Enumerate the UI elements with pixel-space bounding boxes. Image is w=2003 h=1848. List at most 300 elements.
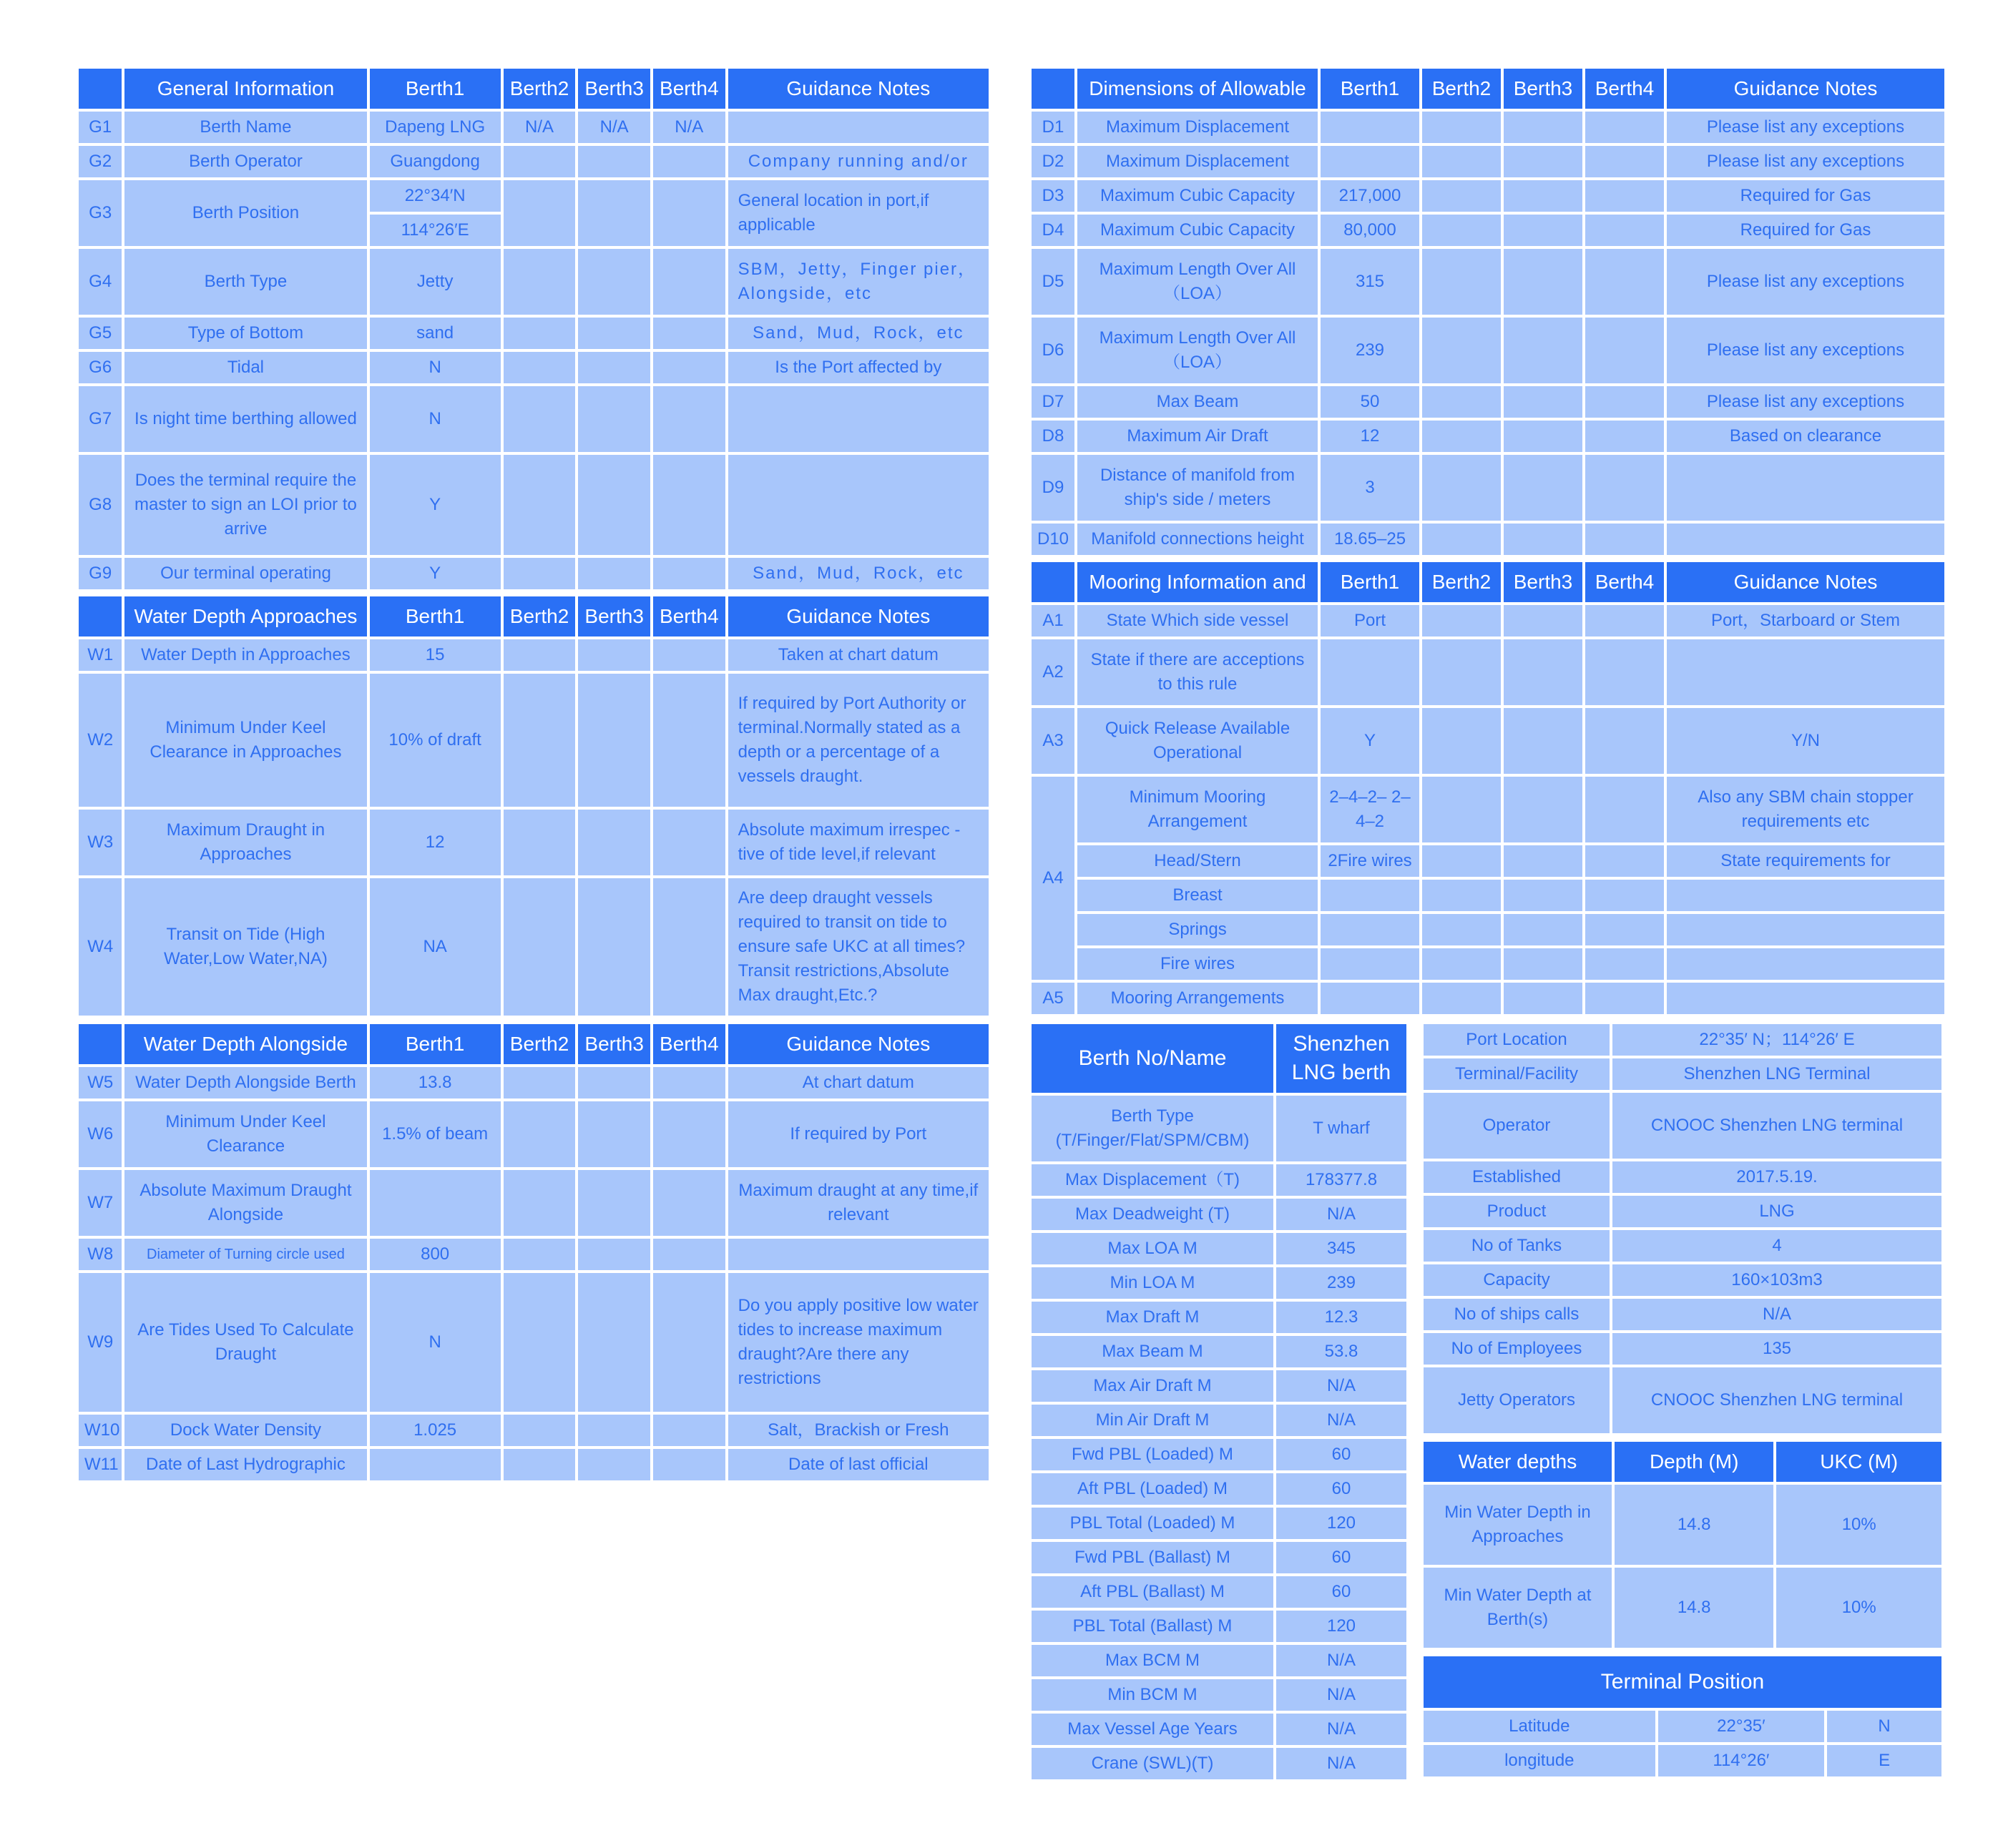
header-cell: Water Depth Alongside — [124, 1024, 366, 1064]
berth4-value — [653, 674, 725, 807]
row-value: 60 — [1276, 1576, 1406, 1608]
row-label: Max Air Draft M — [1032, 1370, 1273, 1402]
guidance-note: Maximum draught at any time,if relevant — [728, 1170, 989, 1236]
guidance-note: Company running and/or — [728, 146, 989, 177]
berth2-value — [504, 558, 576, 589]
row-label: PBL Total (Ballast) M — [1032, 1611, 1273, 1642]
berth4-value — [1585, 524, 1664, 555]
table-row — [1032, 1748, 1406, 1779]
table-row — [79, 674, 989, 807]
table-row — [1032, 1164, 1406, 1196]
row-label: Max Beam M — [1032, 1336, 1273, 1367]
berth1-value: 315 — [1321, 249, 1419, 315]
berth2-value — [1422, 249, 1501, 315]
berth-name-header: Berth No/Name — [1032, 1024, 1273, 1093]
guidance-note: Please list any exceptions — [1667, 146, 1944, 177]
row-id: D6 — [1032, 318, 1074, 383]
table-row — [1032, 1096, 1406, 1161]
row-label: Our terminal operating — [124, 558, 366, 589]
header-cell: Guidance Notes — [728, 69, 989, 109]
table-row — [1032, 845, 1944, 877]
guidance-note — [728, 112, 989, 143]
berth4-value — [653, 146, 725, 177]
row-id: W2 — [79, 674, 122, 807]
table-row — [1032, 605, 1944, 637]
table-row — [1424, 1711, 1941, 1742]
berth1-value: N — [370, 1273, 501, 1412]
table-row — [1424, 1299, 1941, 1330]
berth4-value — [653, 639, 725, 671]
berth3-value — [1504, 605, 1582, 637]
berth4-value: N/A — [653, 112, 725, 143]
table-row — [79, 810, 989, 875]
table-row — [79, 1415, 989, 1446]
row-label: Port Location — [1424, 1024, 1610, 1056]
row-value: 53.8 — [1276, 1336, 1406, 1367]
ukc-value: 10% — [1776, 1485, 1941, 1565]
table-row — [1032, 524, 1944, 555]
direction-value: N — [1827, 1711, 1941, 1742]
guidance-note: Sand，Mud，Rock，etc — [728, 318, 989, 349]
header-cell: Depth (M) — [1615, 1442, 1773, 1482]
row-label: Product — [1424, 1196, 1610, 1227]
row-value: 120 — [1276, 1508, 1406, 1539]
row-label: Distance of manifold from ship's side / meters — [1077, 455, 1318, 521]
row-label: Quick Release Available Operational — [1077, 708, 1318, 774]
berth4-value — [653, 386, 725, 452]
table-row — [1032, 1508, 1406, 1539]
header-cell: Berth4 — [653, 1024, 725, 1064]
berth1-value — [1321, 914, 1419, 945]
berth4-value — [1585, 180, 1664, 212]
berth4-value — [653, 1067, 725, 1099]
row-label: Head/Stern — [1077, 845, 1318, 877]
berth2-value — [1422, 180, 1501, 212]
row-label: Fwd PBL (Ballast) M — [1032, 1542, 1273, 1573]
berth3-value — [1504, 318, 1582, 383]
berth2-value — [1422, 983, 1501, 1014]
berth2-value — [504, 639, 576, 671]
header-cell: Berth4 — [653, 69, 725, 109]
header-cell: Water Depth Approaches — [124, 596, 366, 637]
table-row — [79, 1239, 989, 1270]
row-id: G5 — [79, 318, 122, 349]
berth4-value — [1585, 708, 1664, 774]
table-row — [1424, 1093, 1941, 1159]
berth3-value — [1504, 112, 1582, 143]
berth4-value — [1585, 605, 1664, 637]
guidance-note: Do you apply positive low water tides to increase maximum draught?Are there any restrictions — [728, 1273, 989, 1412]
berth2-value — [1422, 112, 1501, 143]
berth2-value: N/A — [504, 112, 576, 143]
guidance-note: Are deep draught vessels required to transit on tide to ensure safe UKC at all times? Transit restrictions,Absolute Max draught,Etc.? — [728, 878, 989, 1016]
table-row — [1032, 1714, 1406, 1745]
row-id: W4 — [79, 878, 122, 1016]
berth2-value — [504, 180, 576, 246]
guidance-note: Absolute maximum irrespec -tive of tide level,if relevant — [728, 810, 989, 875]
berth4-value — [653, 455, 725, 555]
direction-value: E — [1827, 1745, 1941, 1776]
row-id: D4 — [1032, 215, 1074, 246]
row-id: G3 — [79, 180, 122, 246]
berth4-value — [1585, 845, 1664, 877]
guidance-note — [1667, 948, 1944, 980]
berth3-value — [1504, 215, 1582, 246]
table-row — [79, 455, 989, 555]
water-depth-approaches-table — [76, 594, 991, 1018]
row-label: Diameter of Turning circle used — [124, 1239, 366, 1270]
row-id: G1 — [79, 112, 122, 143]
header-cell: Berth1 — [370, 69, 501, 109]
row-id: G2 — [79, 146, 122, 177]
berth2-value — [1422, 421, 1501, 452]
row-label: Min Water Depth at Berth(s) — [1424, 1568, 1612, 1648]
table-row — [1424, 1196, 1941, 1227]
berth4-value — [653, 558, 725, 589]
berth1-value: 2–4–2– 2–4–2 — [1321, 777, 1419, 842]
guidance-note: Please list any exceptions — [1667, 249, 1944, 315]
guidance-note — [1667, 524, 1944, 555]
table-row — [79, 352, 989, 383]
berth1-value: 12 — [1321, 421, 1419, 452]
row-value: 345 — [1276, 1233, 1406, 1264]
berth4-value — [1585, 983, 1664, 1014]
berth2-value — [504, 1239, 576, 1270]
berth1-value — [1321, 112, 1419, 143]
row-label: PBL Total (Loaded) M — [1032, 1508, 1273, 1539]
row-value: CNOOC Shenzhen LNG terminal — [1612, 1093, 1941, 1159]
table-row — [1032, 1439, 1406, 1470]
row-label: Aft PBL (Loaded) M — [1032, 1473, 1273, 1505]
guidance-note: Required for Gas — [1667, 180, 1944, 212]
row-label: Max Deadweight (T) — [1032, 1199, 1273, 1230]
berth2-value — [1422, 215, 1501, 246]
berth1-value: 10% of draft — [370, 674, 501, 807]
header-cell: Guidance Notes — [728, 1024, 989, 1064]
row-label: Maximum Cubic Capacity — [1077, 215, 1318, 246]
guidance-note: Please list any exceptions — [1667, 386, 1944, 418]
header-cell: Berth4 — [1585, 562, 1664, 602]
row-id: G4 — [79, 249, 122, 315]
guidance-note: Required for Gas — [1667, 215, 1944, 246]
table-header-row — [1424, 1442, 1941, 1482]
row-id: W11 — [79, 1449, 122, 1480]
row-label: Minimum Under Keel Clearance in Approaches — [124, 674, 366, 807]
berth1-value: 800 — [370, 1239, 501, 1270]
row-label: Berth Position — [124, 180, 366, 246]
header-cell: Water depths — [1424, 1442, 1612, 1482]
guidance-note — [1667, 880, 1944, 911]
table-row — [1032, 249, 1944, 315]
guidance-note: If required by Port Authority or terminal.Normally stated as a depth or a percentage of a vessels draught. — [728, 674, 989, 807]
header-cell: Berth2 — [1422, 562, 1501, 602]
row-value: T wharf — [1276, 1096, 1406, 1161]
berth1-value: 239 — [1321, 318, 1419, 383]
berth4-value — [1585, 146, 1664, 177]
table-row — [1032, 948, 1944, 980]
row-id: W10 — [79, 1415, 122, 1446]
berth4-value — [653, 249, 725, 315]
berth4-value — [1585, 318, 1664, 383]
guidance-note — [728, 1239, 989, 1270]
berth4-value — [653, 878, 725, 1016]
water-depths-table — [1421, 1439, 1944, 1651]
table-row — [1032, 112, 1944, 143]
header-cell — [79, 69, 122, 109]
table-row — [79, 1067, 989, 1099]
row-value: 135 — [1612, 1333, 1941, 1365]
row-id: A5 — [1032, 983, 1074, 1014]
guidance-note — [1667, 914, 1944, 945]
berth2-value — [504, 674, 576, 807]
table-row — [1032, 421, 1944, 452]
water-depth-alongside-table — [76, 1021, 991, 1483]
port-info-table — [1421, 1021, 1944, 1436]
row-value: LNG — [1612, 1196, 1941, 1227]
berth1-value — [1321, 983, 1419, 1014]
table-row — [1032, 914, 1944, 945]
row-value: 60 — [1276, 1473, 1406, 1505]
row-label: Maximum Displacement — [1077, 146, 1318, 177]
berth-name-value: Shenzhen LNG berth — [1276, 1024, 1406, 1093]
row-value: 120 — [1276, 1611, 1406, 1642]
row-id: W1 — [79, 639, 122, 671]
row-label: Maximum Length Over All（LOA） — [1077, 249, 1318, 315]
berth2-value — [504, 1449, 576, 1480]
header-cell: Berth3 — [1504, 562, 1582, 602]
table-row — [1424, 1367, 1941, 1433]
row-value: N/A — [1276, 1370, 1406, 1402]
berth4-value — [1585, 249, 1664, 315]
row-id: W3 — [79, 810, 122, 875]
row-id: W9 — [79, 1273, 122, 1412]
header-cell — [1032, 562, 1074, 602]
berth3-value — [1504, 249, 1582, 315]
berth3-value — [1504, 845, 1582, 877]
berth1-value: Port — [1321, 605, 1419, 637]
table-row — [79, 318, 989, 349]
berth3-value — [1504, 524, 1582, 555]
table-row — [79, 878, 989, 1016]
depth-value: 14.8 — [1615, 1485, 1773, 1565]
guidance-note: Date of last official — [728, 1449, 989, 1480]
row-value: 2017.5.19. — [1612, 1161, 1941, 1193]
row-label: Mooring Arrangements — [1077, 983, 1318, 1014]
berth3-value — [578, 1067, 650, 1099]
berth1-value — [1321, 880, 1419, 911]
guidance-note: Port，Starboard or Stem — [1667, 605, 1944, 637]
header-cell: Berth2 — [1422, 69, 1501, 109]
table-row — [1032, 1542, 1406, 1573]
row-id: W8 — [79, 1239, 122, 1270]
row-id: G6 — [79, 352, 122, 383]
table-row — [1032, 1645, 1406, 1676]
berth3-value — [1504, 948, 1582, 980]
guidance-note: Y/N — [1667, 708, 1944, 774]
berth1-value: 1.025 — [370, 1415, 501, 1446]
header-cell: Guidance Notes — [1667, 69, 1944, 109]
row-label: Berth Operator — [124, 146, 366, 177]
guidance-note: At chart datum — [728, 1067, 989, 1099]
mooring-information-table — [1029, 559, 1947, 1017]
table-row — [1032, 1267, 1406, 1299]
berth3-value — [578, 1239, 650, 1270]
header-cell: Berth2 — [504, 69, 576, 109]
row-label: No of Employees — [1424, 1333, 1610, 1365]
row-id: G7 — [79, 386, 122, 452]
table-row — [1032, 1473, 1406, 1505]
depth-value: 14.8 — [1615, 1568, 1773, 1648]
table-row — [1032, 639, 1944, 705]
table-row — [1424, 1333, 1941, 1365]
row-label: Max Beam — [1077, 386, 1318, 418]
table-row — [1424, 1058, 1941, 1090]
row-label: Minimum Under Keel Clearance — [124, 1101, 366, 1167]
berth1-value — [1321, 639, 1419, 705]
berth4-value — [1585, 948, 1664, 980]
row-label: Max Draft M — [1032, 1302, 1273, 1333]
row-id: D5 — [1032, 249, 1074, 315]
berth3-value — [578, 558, 650, 589]
row-label: Fwd PBL (Loaded) M — [1032, 1439, 1273, 1470]
berth1-value: Dapeng LNG — [370, 112, 501, 143]
row-value: N/A — [1612, 1299, 1941, 1330]
row-label: Max Displacement（T) — [1032, 1164, 1273, 1196]
berth1-value: Jetty — [370, 249, 501, 315]
table-row — [1032, 180, 1944, 212]
berth2-value — [1422, 318, 1501, 383]
row-label: Jetty Operators — [1424, 1367, 1610, 1433]
table-row — [1032, 1233, 1406, 1264]
table-row — [1032, 708, 1944, 774]
berth1-value — [1321, 146, 1419, 177]
row-label: longitude — [1424, 1745, 1655, 1776]
table-row — [1032, 983, 1944, 1014]
berth2-value — [1422, 386, 1501, 418]
berth2-value — [504, 1067, 576, 1099]
berth1-value — [370, 1170, 501, 1236]
guidance-note — [1667, 639, 1944, 705]
guidance-note — [728, 386, 989, 452]
guidance-note: General location in port,if applicable — [728, 180, 989, 246]
coordinate-value: 22°35′ — [1658, 1711, 1825, 1742]
berth3-value — [578, 352, 650, 383]
row-label: Berth Type (T/Finger/Flat/SPM/CBM) — [1032, 1096, 1273, 1161]
row-id: D10 — [1032, 524, 1074, 555]
row-label: Springs — [1077, 914, 1318, 945]
berth2-value — [504, 1415, 576, 1446]
berth3-value — [1504, 455, 1582, 521]
berth2-value — [504, 249, 576, 315]
berth2-value — [1422, 845, 1501, 877]
berth3-value — [1504, 421, 1582, 452]
table-row — [79, 180, 989, 212]
row-id: A3 — [1032, 708, 1074, 774]
header-cell: Berth2 — [504, 596, 576, 637]
table-row — [1032, 146, 1944, 177]
berth2-value — [504, 1101, 576, 1167]
header-cell — [79, 1024, 122, 1064]
terminal-position-title: Terminal Position — [1424, 1656, 1941, 1708]
berth1-value: 15 — [370, 639, 501, 671]
berth3-value — [578, 674, 650, 807]
table-row — [1424, 1264, 1941, 1296]
berth2-value — [504, 1273, 576, 1412]
berth4-value — [653, 1415, 725, 1446]
table-row — [1032, 1199, 1406, 1230]
row-label: Date of Last Hydrographic — [124, 1449, 366, 1480]
header-cell: Mooring Information and — [1077, 562, 1318, 602]
berth4-value — [653, 1449, 725, 1480]
berth1-longitude: 114°26′E — [370, 215, 501, 246]
table-row — [1032, 1405, 1406, 1436]
row-id: D7 — [1032, 386, 1074, 418]
berth1-value: Y — [370, 558, 501, 589]
row-label: Water Depth in Approaches — [124, 639, 366, 671]
guidance-note: Sand，Mud，Rock，etc — [728, 558, 989, 589]
row-label: Transit on Tide (High Water,Low Water,NA) — [124, 878, 366, 1016]
row-label: Breast — [1077, 880, 1318, 911]
berth4-value — [1585, 455, 1664, 521]
berth3-value — [1504, 880, 1582, 911]
berth4-value — [1585, 386, 1664, 418]
header-cell: Berth3 — [578, 1024, 650, 1064]
berth2-value — [1422, 948, 1501, 980]
table-row — [1032, 1336, 1406, 1367]
table-row — [1424, 1485, 1941, 1565]
berth-info-table — [1029, 1021, 1409, 1782]
guidance-note: Based on clearance — [1667, 421, 1944, 452]
row-id: W5 — [79, 1067, 122, 1099]
berth2-value — [1422, 639, 1501, 705]
berth4-value — [1585, 112, 1664, 143]
berth1-value: 3 — [1321, 455, 1419, 521]
table-row — [79, 1170, 989, 1236]
table-row — [1424, 1568, 1941, 1648]
header-cell: Berth3 — [1504, 69, 1582, 109]
berth4-value — [1585, 215, 1664, 246]
berth2-value — [504, 386, 576, 452]
table-row — [79, 249, 989, 315]
table-row — [79, 112, 989, 143]
ukc-value: 10% — [1776, 1568, 1941, 1648]
row-value: N/A — [1276, 1645, 1406, 1676]
berth2-value — [1422, 880, 1501, 911]
berth1-value: 2Fire wires — [1321, 845, 1419, 877]
header-cell: Berth4 — [653, 596, 725, 637]
table-row — [79, 1273, 989, 1412]
row-value: 239 — [1276, 1267, 1406, 1299]
table-row — [1424, 1161, 1941, 1193]
row-value: 4 — [1612, 1230, 1941, 1262]
guidance-note: Is the Port affected by — [728, 352, 989, 383]
row-value: 60 — [1276, 1439, 1406, 1470]
berth4-value — [1585, 639, 1664, 705]
row-value: 22°35′ N；114°26′ E — [1612, 1024, 1941, 1056]
berth2-value — [1422, 524, 1501, 555]
berth3-value — [578, 639, 650, 671]
table-row — [79, 1101, 989, 1167]
guidance-note: State requirements for — [1667, 845, 1944, 877]
header-cell: Berth4 — [1585, 69, 1664, 109]
berth2-value — [1422, 708, 1501, 774]
row-label: Does the terminal require the master to sign an LOI prior to arrive — [124, 455, 366, 555]
row-label: Maximum Length Over All（LOA） — [1077, 318, 1318, 383]
table-row — [1032, 318, 1944, 383]
table-row — [1424, 1745, 1941, 1776]
berth1-value — [1321, 948, 1419, 980]
header-cell: UKC (M) — [1776, 1442, 1941, 1482]
